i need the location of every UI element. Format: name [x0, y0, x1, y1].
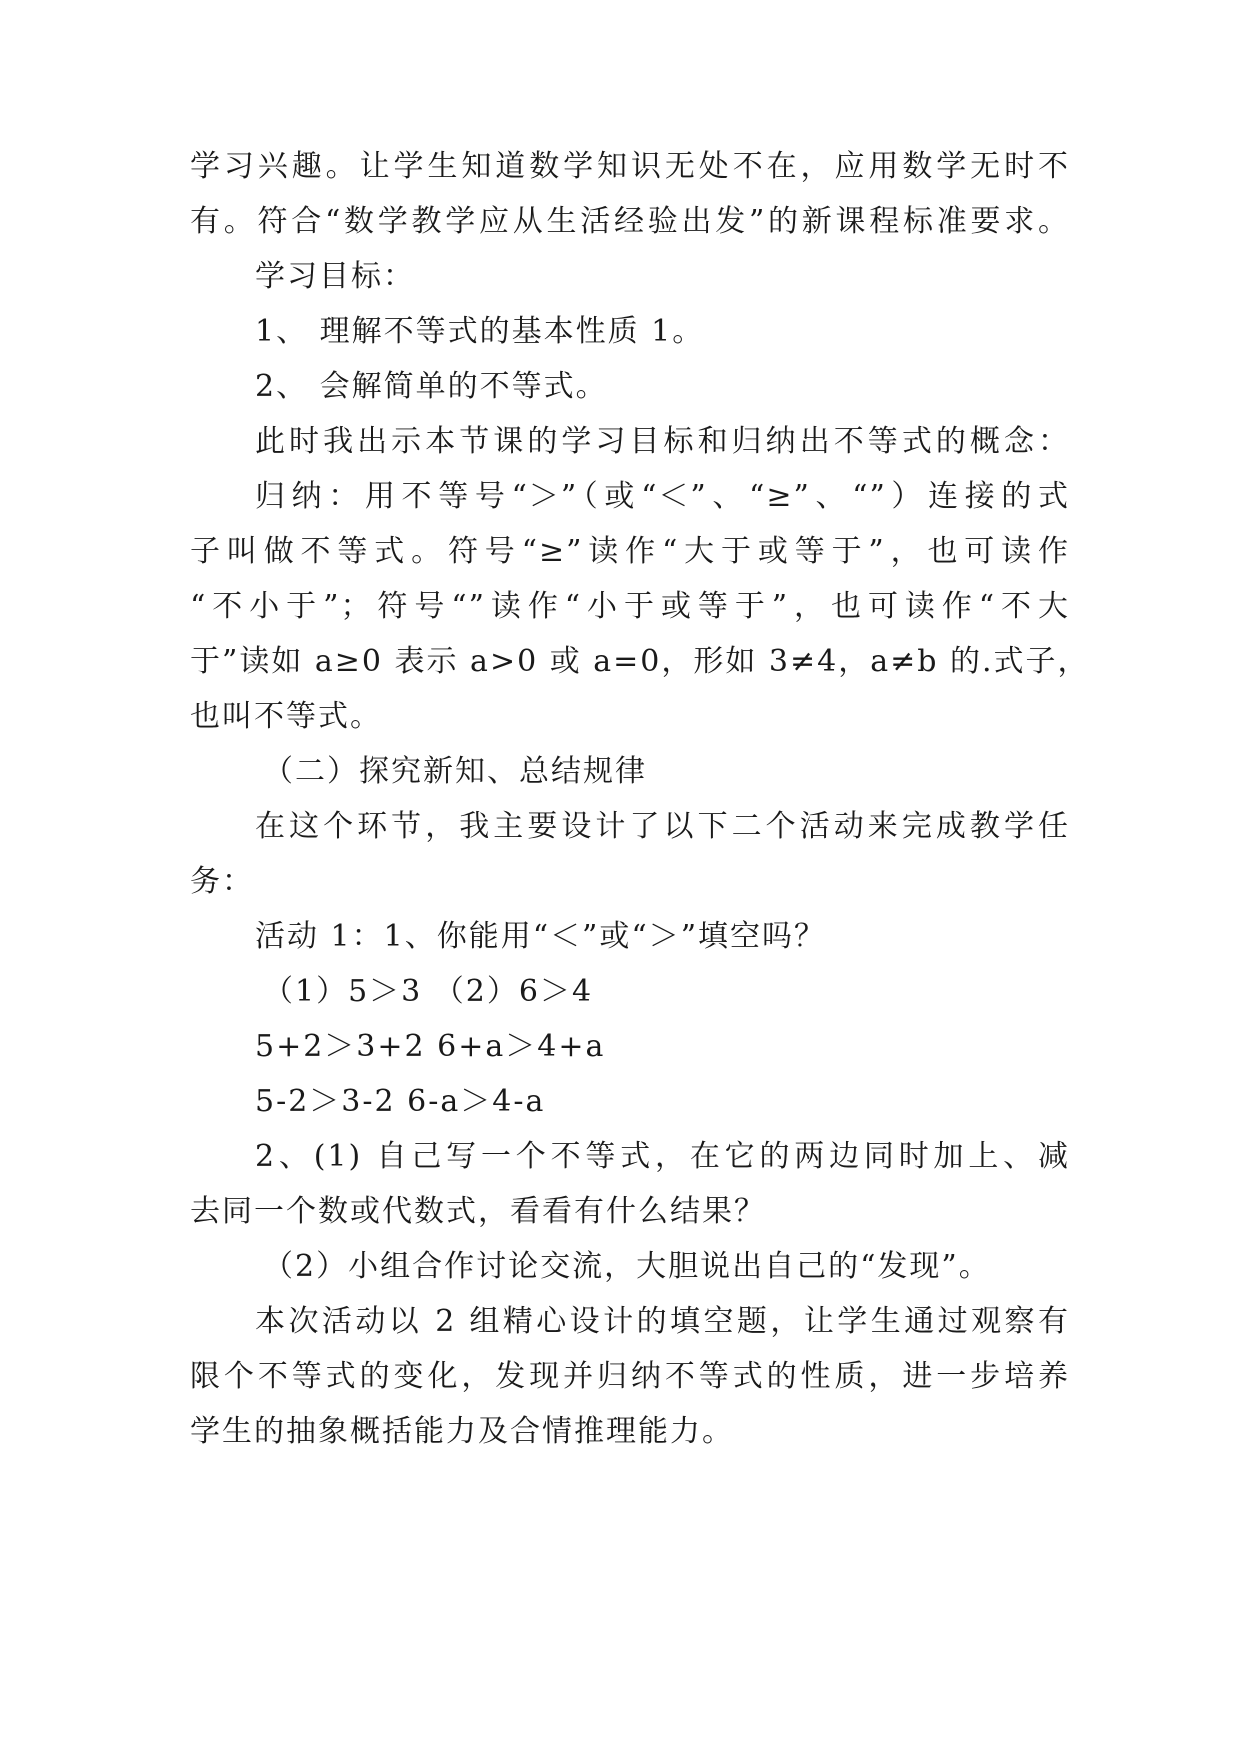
activity-2-line-3: （2）小组合作讨论交流，大胆说出自己的“发现”。 [263, 1249, 991, 1284]
body-line-23: 限个不等式的变化，发现并归纳不等式的性质，进一步培养 [190, 1359, 1070, 1394]
activity-1-row-1: （1）5＞3 （2）6＞4 [263, 974, 594, 1009]
summary-line-4: 于”读如 a≥0 表示 a>0 或 a=0，形如 3≠4，a≠b 的.式子， [190, 644, 1090, 679]
body-line-14: 务： [190, 864, 254, 899]
activity-1-row-3: 5-2＞3-2 6-a＞4-a [255, 1084, 546, 1119]
goal-item-2: 2、 会解简单的不等式。 [255, 369, 608, 404]
body-line-22: 本次活动以 2 组精心设计的填空题，让学生通过观察有 [255, 1304, 1070, 1339]
section-heading-learning-goals: 学习目标： [255, 259, 415, 294]
section-heading-explore: （二）探究新知、总结规律 [263, 754, 647, 789]
activity-1-title: 活动 1：1、你能用“＜”或“＞”填空吗？ [255, 919, 827, 954]
body-line-1: 学习兴趣。让学生知道数学知识无处不在，应用数学无时不 [190, 149, 1070, 184]
activity-2-line-2: 去同一个数或代数式，看看有什么结果？ [190, 1194, 766, 1229]
summary-line-2: 子叫做不等式。符号“≥”读作“大于或等于”，也可读作 [190, 534, 1070, 569]
activity-1-row-2: 5+2＞3+2 6+a＞4+a [255, 1029, 606, 1064]
body-line-2: 有。符合“数学教学应从生活经验出发”的新课程标准要求。 [190, 204, 1070, 239]
summary-line-1: 归纳：用不等号“＞”（或“＜”、“≥”、“”）连接的式 [255, 479, 1070, 514]
goal-item-1: 1、 理解不等式的基本性质 1。 [255, 314, 705, 349]
body-line-13: 在这个环节，我主要设计了以下二个活动来完成教学任 [255, 809, 1070, 844]
summary-line-3: “不小于”；符号“”读作“小于或等于”，也可读作“不大 [190, 589, 1070, 624]
body-line-6: 此时我出示本节课的学习目标和归纳出不等式的概念： [255, 424, 1070, 459]
activity-2-line-1: 2、(1) 自己写一个不等式，在它的两边同时加上、减 [255, 1139, 1070, 1174]
summary-line-5: 也叫不等式。 [190, 699, 382, 734]
body-line-24: 学生的抽象概括能力及合情推理能力。 [190, 1414, 734, 1449]
